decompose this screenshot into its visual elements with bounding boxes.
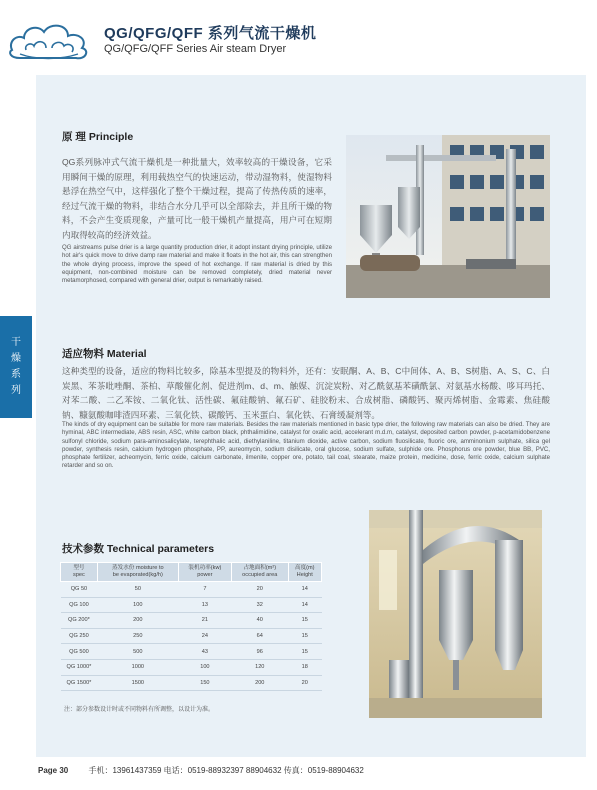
table-row: QG 1000* 1000 100 120 18 <box>61 659 322 675</box>
factory-dryer-photo <box>346 135 550 298</box>
page-subtitle: QG/QFG/QFF Series Air steam Dryer <box>104 43 287 55</box>
tech-heading: 技术参数 Technical parameters <box>62 543 215 555</box>
column-header: 蒸发水份 moisture to be evaporated(kg/h) <box>97 563 178 582</box>
table-row: QG 500 500 43 96 15 <box>61 644 322 660</box>
side-category-tab <box>0 316 32 418</box>
page-title: QG/QFG/QFF 系列气流干燥机 <box>104 25 317 42</box>
principle-text-cn: QG系列脉冲式气流干燥机是一种批量大，效率较高的干燥设备，它采用瞬间干燥的原理，利用载热空气的快速运动，带动湿物料，使湿物料悬浮在热空气中，这样强化了整个干燥过程，提高了传热传质的速率，经过气流干燥的物料，非结合水分几乎可以全部除去，并且所干燥的物料，不会产生变质现象，产量可比一般干燥机产量提高，用户可在短期内取得较高的经济效益。 <box>62 157 332 240</box>
table-row: QG 100 100 13 32 14 <box>61 597 322 613</box>
material-text-cn: 这种类型的设备，适应的物料比较多，除基本型提及的物料外，还有：安眠酮、A、B、C中间体、A、B、S树脂、A、S、C、白炭黑、苯茶吡唑酮、茶柏、草酸催化剂、促进剂m、d、m、触媒、沉淀炭粉、对乙酰氨基苯磺酰氯、对氨基水杨酸、哆耳玛托、对苯二酸、二乙苯铵、二氧化钛、活性碳、氟硅酸钠、氟石矿、硅胶粉末、合成树脂、磷酸钙、聚丙烯树脂、金霉素、焦硅酸钠、糠氨酸咖啡渣四环素、三氧化铁、碳酸钙、玉米蛋白、氧化铁、石膏缓凝剂等。 <box>62 366 550 420</box>
table-header-row <box>61 563 322 582</box>
column-header: 型号 spec <box>61 563 98 582</box>
cloud-logo <box>6 16 92 64</box>
principle-text-en: QG airstreams pulse drier is a large quantity production drier, it adopt instant drying principle, utilize hot air's quick move to drive damp raw material and make it floats in the hot air, this can strengthen the whole drying process, improve the speed of hot exchange. If raw material is dried by this equipment, non-combined moisture can be removed completely, dried material never metamorphosed, compared with general drier, output is remarkably raised. <box>62 244 332 285</box>
contact-info: 手机：13961437359 电话：0519-88932397 88904632 传真：0519-88904632 <box>88 766 364 775</box>
principle-heading: 原 理 Principle <box>62 131 134 143</box>
material-heading: 适应物料 Material <box>62 348 147 360</box>
table-row: QG 1500* 1500 150 200 20 <box>61 675 322 691</box>
table-note: 注：部分参数设计时或不同物料有所调整，以设计为准。 <box>64 707 215 713</box>
column-header: 装机功率(kw) power <box>178 563 231 582</box>
table-row: QG 200* 200 21 40 15 <box>61 613 322 629</box>
table-row: QG 50 50 7 20 14 <box>61 582 322 598</box>
page-footer <box>38 765 364 776</box>
column-header: 高度(m) Height <box>288 563 321 582</box>
page-number: Page 30 <box>38 766 69 775</box>
indoor-dryer-photo <box>369 510 542 718</box>
tech-parameters-table <box>60 562 322 691</box>
side-tab-label: 干燥系列 <box>11 337 21 396</box>
column-header: 占地面积(m²) occupied area <box>232 563 289 582</box>
material-text-en: The kinds of dry equipment can be suitable for more raw materials. Besides the raw materials mentioned in basic type drier, the following raw materials can also be dried. They are hyminal, ABC intermediate, ABS resin, ASC, white carbon black, phthalimidine, catalyst for oxalic acid, accelerant m.d.m, catalyst, deposited carbon powder, p-acetamidobenzene sulfonyl chloride, sodium para-aminosalicylate, terephthalic acid, diethylaniline, titanium dioxide, active carbon, sodium fluosilicate, fluoric ore, amminonium sulphate, silica gel powder, synthesis resin, calcium hydrogen phosphate, PP, aureomycin, sodium disilicate, oral glucose, sodium sulfate, sulphide ore. Phosphorus ore powder, blue BB, PVC, phosphate fertilizer, acheomycin, ferric oxide, calcium carbonate, ilmenite, copper ore, potato, tail coal, stearate, maize protein, medicine, dose, ferric oxide, calcium sulphate retarder and so on. <box>62 421 550 470</box>
table-row: QG 250 250 24 64 15 <box>61 628 322 644</box>
